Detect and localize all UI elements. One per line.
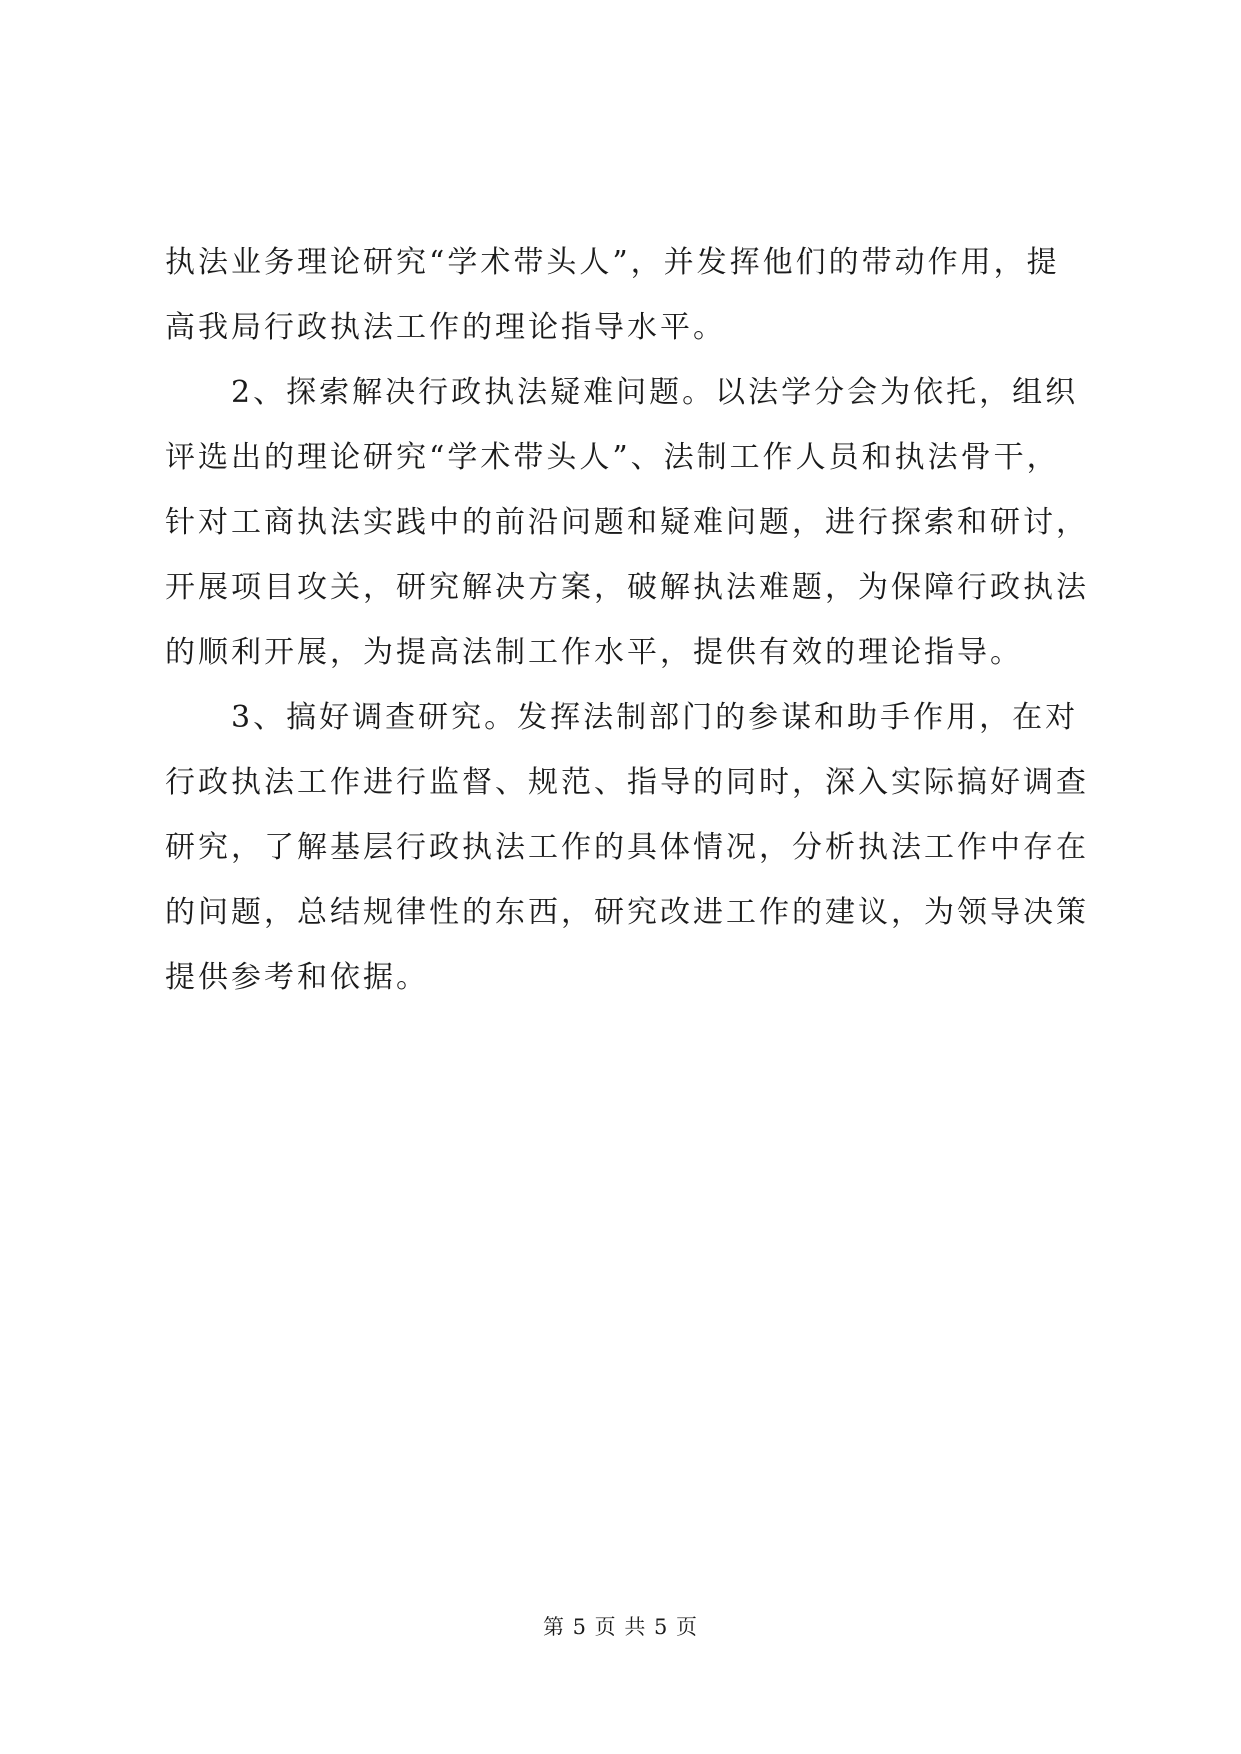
text-line: 的顺利开展，为提高法制工作水平，提供有效的理论指导。 — [165, 635, 1023, 670]
text-line: 2、探索解决行政执法疑难问题。以法学分会为依托，组织 — [165, 375, 1079, 410]
text-line: 开展项目攻关，研究解决方案，破解执法难题，为保障行政执法 — [165, 570, 1089, 605]
text-line: 的问题，总结规律性的东西，研究改进工作的建议，为领导决策 — [165, 895, 1089, 930]
text-line: 3、搞好调查研究。发挥法制部门的参谋和助手作用，在对 — [165, 700, 1079, 735]
text-line: 执法业务理论研究“学术带头人”，并发挥他们的带动作用，提 — [165, 245, 1060, 280]
body-text — [165, 230, 1095, 1010]
text-line: 评选出的理论研究“学术带头人”、法制工作人员和执法骨干， — [165, 440, 1060, 475]
page-footer — [0, 1612, 1241, 1642]
page-number: 第 5 页 共 5 页 — [542, 1615, 699, 1639]
text-line: 提供参考和依据。 — [165, 960, 429, 995]
text-line: 针对工商执法实践中的前沿问题和疑难问题，进行探索和研讨， — [165, 505, 1089, 540]
text-line: 研究，了解基层行政执法工作的具体情况，分析执法工作中存在 — [165, 830, 1089, 865]
text-line: 高我局行政执法工作的理论指导水平。 — [165, 310, 726, 345]
text-line: 行政执法工作进行监督、规范、指导的同时，深入实际搞好调查 — [165, 765, 1089, 800]
